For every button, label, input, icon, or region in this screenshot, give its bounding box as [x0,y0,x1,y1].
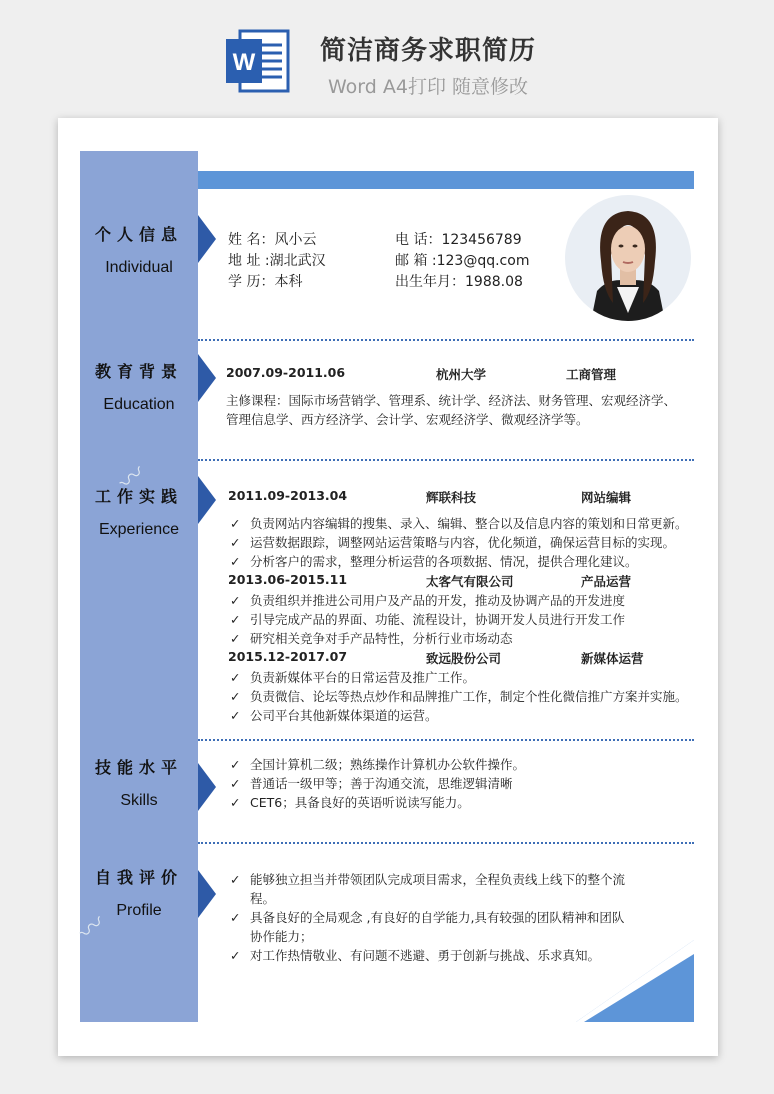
list-item: ✓ 普通话一级甲等；善于沟通交流，思维逻辑清晰 [230,776,513,791]
personal-address: 地 址 :湖北武汉 [228,253,326,269]
list-item: ✓ 公司平台其他新媒体渠道的运营。 [230,708,438,723]
profile-photo [565,195,691,321]
check-icon: ✓ [230,776,241,791]
list-item: ✓ 引导完成产品的界面、功能、流程设计，协调开发人员进行开发工作 [230,612,626,627]
section-title-profile: 自我评价 Profile [94,868,183,919]
resume-page [58,118,718,1056]
check-icon: ✓ [230,948,241,963]
page-title: 简洁商务求职简历 [320,36,537,66]
watermark-decoration: 〰 [113,458,153,499]
svg-text:W: W [232,49,256,76]
list-item: ✓ 具备良好的全局观念 ,有良好的自学能力,具有较强的团队精神和团队 [230,910,625,925]
list-item: ✓ 负责网站内容编辑的搜集、录入、编辑、整合以及信息内容的策划和日常更新。 [230,516,688,531]
edu-major: 工商管理 [566,367,617,382]
list-item: ✓ 分析客户的需求，整理分析运营的各项数据、情况，提供合理化建议。 [230,554,638,569]
job-role: 新媒体运营 [581,651,644,666]
list-item-continuation: 程。 [250,891,276,906]
check-icon: ✓ [230,612,241,627]
section-arrow [198,476,216,524]
list-item: ✓ 研究相关竞争对手产品特性，分析行业市场动态 [230,631,513,646]
check-icon: ✓ [230,554,241,569]
job-company: 致远股份公司 [426,651,502,666]
check-icon: ✓ [230,795,241,810]
section-divider [198,459,694,461]
personal-name: 姓 名：风小云 [228,232,317,248]
section-divider [198,339,694,341]
page-subtitle: Word A4打印 随意修改 [328,76,529,98]
check-icon: ✓ [230,516,241,531]
section-title-personal: 个人信息 Individual [94,225,183,276]
check-icon: ✓ [230,872,241,887]
check-icon: ✓ [230,910,241,925]
list-item: ✓ 负责微信、论坛等热点炒作和品牌推广工作，制定个性化微信推广方案并实施。 [230,689,688,704]
personal-birth: 出生年月：1988.08 [395,274,523,290]
list-item: ✓ 全国计算机二级；熟练操作计算机办公软件操作。 [230,757,526,772]
check-icon: ✓ [230,593,241,608]
list-item: ✓ 负责新媒体平台的日常运营及推广工作。 [230,670,476,685]
top-accent-bar [198,171,694,189]
personal-email: 邮 箱 :123@qq.com [395,253,530,269]
check-icon: ✓ [230,631,241,646]
list-item: ✓ 对工作热情敬业、有问题不逃避、勇于创新与挑战、乐求真知。 [230,948,601,963]
list-item: ✓ 运营数据跟踪，调整网站运营策略与内容，优化频道，确保运营目标的实现。 [230,535,676,550]
section-title-skills: 技能水平 Skills [94,758,183,809]
word-icon [222,25,294,97]
list-item: ✓ 能够独立担当并带领团队完成项目需求，全程负责线上线下的整个流 [230,872,626,887]
edu-courses-line1: 主修课程：国际市场营销学、管理系、统计学、经济法、财务管理、宏观经济学、 [226,393,677,408]
job-role: 网站编辑 [581,490,632,505]
personal-education: 学 历：本科 [228,274,303,290]
job-period: 2011.09-2013.04 [228,488,348,503]
job-company: 太客气有限公司 [426,574,514,589]
section-divider [198,739,694,741]
check-icon: ✓ [230,670,241,685]
section-arrow [198,763,216,811]
job-role: 产品运营 [581,574,632,589]
corner-decoration [576,940,694,1022]
section-arrow [198,870,216,918]
section-arrow [198,215,216,263]
list-item: ✓ CET6；具备良好的英语听说读写能力。 [230,795,470,810]
list-item-continuation: 协作能力； [250,929,313,944]
watermark-decoration: 〰 [73,908,113,949]
edu-school: 杭州大学 [436,367,487,382]
job-company: 辉联科技 [426,490,477,505]
job-period: 2013.06-2015.11 [228,572,348,587]
list-item: ✓ 负责组织并推进公司用户及产品的开发，推动及协调产品的开发进度 [230,593,626,608]
edu-courses-line2: 管理信息学、西方经济学、会计学、宏观经济学、微观经济学等。 [226,412,589,427]
edu-period: 2007.09-2011.06 [226,365,346,380]
check-icon: ✓ [230,708,241,723]
page-header [0,0,774,118]
section-title-experience: 工作实践 Experience [94,487,183,538]
check-icon: ✓ [230,757,241,772]
check-icon: ✓ [230,689,241,704]
personal-phone: 电 话：123456789 [395,232,522,248]
job-period: 2015.12-2017.07 [228,649,348,664]
check-icon: ✓ [230,535,241,550]
section-arrow [198,354,216,402]
section-title-education: 教育背景 Education [94,362,183,413]
section-divider [198,842,694,844]
